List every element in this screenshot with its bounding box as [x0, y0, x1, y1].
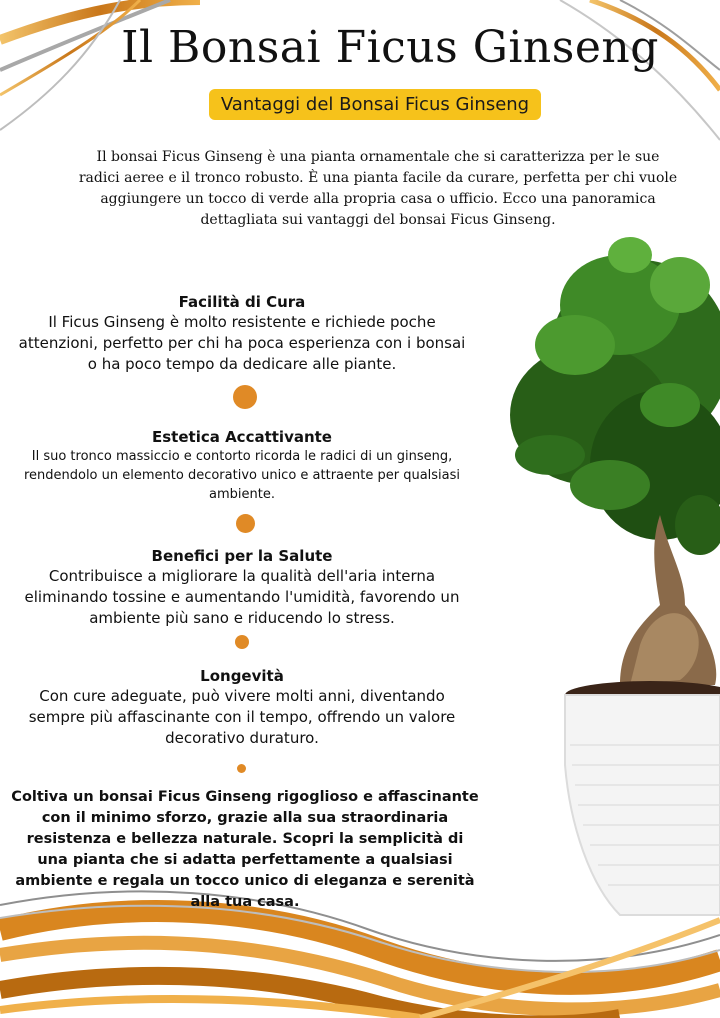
bullet-dot: [237, 764, 246, 773]
section-body: Con cure adeguate, può vivere molti anni, diventando sempre più affascinante con il tempo, offrendo un valore decorativo duraturo.: [28, 687, 456, 747]
section-heading: Estetica Accattivante: [152, 428, 332, 446]
page-title: Il Bonsai Ficus Ginseng: [121, 22, 659, 73]
section-salute: [12, 546, 472, 629]
bullet-dot: [235, 635, 249, 649]
section-heading: Benefici per la Salute: [151, 547, 333, 565]
intro-paragraph: Il bonsai Ficus Ginseng è una pianta ornamentale che si caratterizza per le sue radici aeree e il tronco robusto. È una pianta facile da curare, perfetta per chi vuole aggiungere un tocco di verde alla propria casa o ufficio. Ecco una panoramica dettagliata sui vantaggi del bonsai Ficus Ginseng.: [78, 149, 678, 228]
section-estetica: [12, 427, 472, 504]
section-longevita: [12, 666, 472, 749]
closing-paragraph: Coltiva un bonsai Ficus Ginseng rigoglioso e affascinante con il minimo sforzo, grazie alla sua straordinaria resistenza e bellezza naturale. Scopri la semplicità di una pianta che si adatta perfettamente a qualsiasi ambiente e regala un tocco unico di eleganza e serenità alla tua casa.: [11, 789, 479, 910]
bullet-dot: [233, 385, 257, 409]
bullet-dot: [236, 514, 255, 533]
section-heading: Longevità: [200, 667, 284, 685]
bonsai-plant-illustration: [470, 225, 720, 925]
subtitle-badge: Vantaggi del Bonsai Ficus Ginseng: [209, 89, 541, 120]
section-body: Il suo tronco massiccio e contorto ricorda le radici di un ginseng, rendendolo un elemento decorativo unico e attraente per qualsiasi ambiente.: [23, 449, 461, 502]
section-heading: Facilità di Cura: [178, 293, 306, 311]
section-body: Il Ficus Ginseng è molto resistente e richiede poche attenzioni, perfetto per chi ha poca esperienza con i bonsai o ha poco tempo da dedicare alle piante.: [18, 313, 466, 373]
section-body: Contribuisce a migliorare la qualità dell'aria interna eliminando tossine e aumentando l'umidità, favorendo un ambiente più sano e riducendo lo stress.: [24, 567, 460, 627]
section-facilita: [12, 292, 472, 375]
